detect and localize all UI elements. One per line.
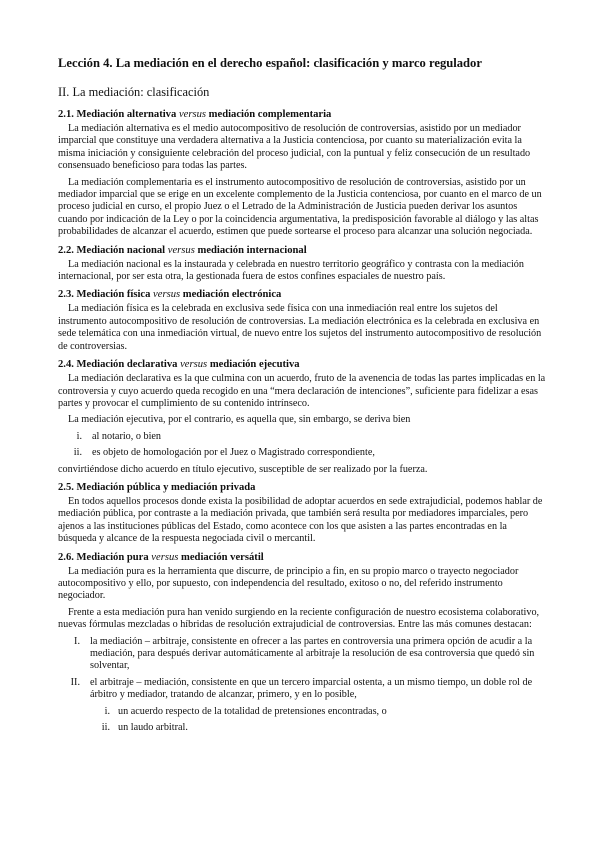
paragraph: La mediación complementaria es el instrumento autocompositivo de resolución de controversias, asistido por un mediador imparcial que se erige en un excelente complemento de la Justicia contenciosa, por cuanto en el marco de un proceso judicial en curso, el propio Juez o el Letrado de la Administración de Justicia pueden derivar los asuntos cuando por indicación de la Ley o por la coincidencia argumentativa, la predisposición favorable al diálogo y las altas probabilidades de alcanzar el acuerdo, estimen que puede sortearse el proceso para alcanzar una solución negociada. [58, 176, 542, 238]
list-text: es objeto de homologación por el Juez o Magistrado correspondiente, [92, 447, 375, 459]
subheading-2-4 [58, 358, 547, 371]
subheading-2-2 [58, 244, 547, 257]
list-number: I. [74, 635, 80, 647]
list-number: i. [104, 705, 110, 717]
subheading-versus: versus [153, 289, 181, 301]
list-text: un laudo arbitral. [118, 722, 188, 734]
subheading-2-5: 2.5. Mediación pública y mediación privada [58, 481, 256, 493]
subheading-text: mediación complementaria [206, 109, 332, 120]
list-number: ii. [101, 722, 110, 734]
list-number: i. [76, 430, 82, 442]
paragraph: En todos aquellos procesos donde exista la posibilidad de adoptar acuerdos en sede extrajudicial, podemos hablar de mediación pública, por contraste a la mediación privada, que también será resulta por mediadores imparciales, pero ajenos a las instituciones públicas del Estado, como acontece con los que asisten a las partes encontradas en la búsqueda y alcance de la respuesta negociada civil o mercantil. [58, 495, 543, 545]
list-item [58, 677, 547, 702]
subheading-text: 2.1. Mediación alternativa [58, 109, 179, 120]
paragraph: La mediación alternativa es el medio autocompositivo de resolución de controversias, asistido por un mediador imparcial que constituye una verdadera alternativa a la Justicia contenciosa, por cuanto su materialización evita la misma iniciación y consiguiente celebración del proceso judicial, con la puntual y feliz consecución de un resultado consensuado beneficioso para todas las partes. [58, 123, 531, 172]
subheading-text: 2.6. Mediación pura [58, 551, 152, 563]
paragraph: Frente a esta mediación pura han venido surgiendo en la reciente configuración de nuestro ecosistema colaborativo, nuevas fórmulas mezcladas o híbridas de resolución extrajudicial de controversias. Entre las más comunes destacan: [58, 606, 540, 631]
list-number: II. [70, 676, 80, 688]
subheading-2-6 [58, 551, 547, 564]
list-text: la mediación – arbitraje, consistente en ofrecer a las partes en controversia una primera opción de acudir a la mediación, para después derivar automáticamente al arbitraje la resolución de esa controversia que quedó sin solventar, [90, 635, 535, 672]
paragraph: convirtiéndose dicho acuerdo en título ejecutivo, susceptible de ser realizado por la fuerza. [58, 463, 428, 475]
subheading-text: 2.3. Mediación física [58, 289, 154, 301]
subheading-text: mediación versátil [178, 551, 264, 563]
paragraph: La mediación declarativa es la que culmina con un acuerdo, fruto de la avenencia de todas las partes implicadas en la controversia y cuyo acuerdo queda recogido en una “mera declaración de intenciones”, suficiente para fidelizar a esas partes y provocar el cumplimiento de su contenido intrínseco. [58, 373, 546, 409]
list-text: al notario, o bien [92, 430, 162, 442]
list-item [58, 431, 547, 443]
list-item [92, 722, 547, 734]
subheading-text: 2.4. Mediación declarativa [58, 359, 181, 371]
paragraph: La mediación ejecutiva, por el contrario, es aquella que, sin embargo, se deriva bien [68, 414, 411, 426]
subheading-text: 2.2. Mediación nacional [58, 244, 168, 256]
subheading-text: mediación ejecutiva [207, 359, 300, 371]
paragraph: La mediación física es la celebrada en exclusiva sede física con una inmediación real entre los sujetos del instrumento autocompositivo de resolución de controversias. La mediación electrónica es la celebrada en exclusiva en sede telemática con una inmediación virtual, de nuevo entre los sujetos del instrumento autocompositivo de resolución de controversias. [58, 303, 542, 352]
list-item [58, 447, 547, 459]
list [58, 636, 547, 702]
list-text: el arbitraje – mediación, consistente en que un tercero imparcial ostenta, a un mismo tiempo, un doble rol de árbitro y mediador, tratando de alcanzar, primero, y en lo posible, [90, 676, 533, 701]
list-item [58, 636, 547, 673]
nested-list [92, 706, 547, 735]
paragraph: La mediación nacional es la instaurada y celebrada en nuestro territorio geográfico y contrasta con la mediación internacional, por ser esta otra, la gestionada fuera de estos confines espaciales de nuestro país. [58, 258, 524, 283]
subheading-versus: versus [178, 109, 207, 120]
subheading-versus: versus [151, 551, 179, 563]
paragraph: La mediación pura es la herramienta que discurre, de principio a fin, en su propio marco o trayecto negociador autocompositivo y ello, por supuesto, con independencia del resultado, exitoso o no, del referido instrumento negociador. [58, 565, 519, 602]
section-heading: II. La mediación: clasificación [58, 85, 210, 99]
list [58, 431, 547, 460]
subheading-text: mediación electrónica [180, 289, 282, 301]
subheading-versus: versus [180, 359, 208, 371]
subheading-2-1 [58, 108, 547, 121]
list-number: ii. [73, 447, 82, 459]
list-text: un acuerdo respecto de la totalidad de pretensiones encontradas, o [118, 705, 387, 717]
list-item [92, 706, 547, 718]
subheading-2-3 [58, 288, 547, 301]
subheading-text: mediación internacional [194, 244, 307, 256]
lesson-title: Lección 4. La mediación en el derecho español: clasificación y marco regulador [58, 56, 482, 70]
subheading-versus: versus [167, 244, 195, 256]
